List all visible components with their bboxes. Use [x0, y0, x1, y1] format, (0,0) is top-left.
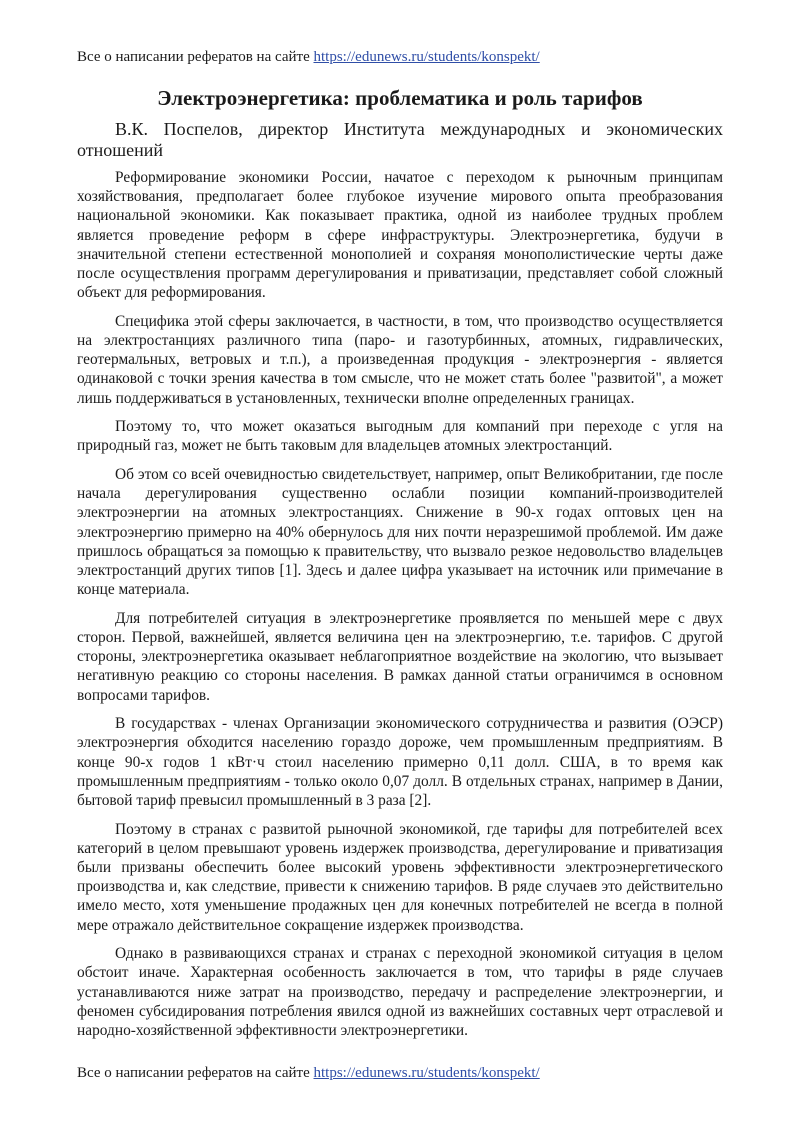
page-footer — [77, 1064, 540, 1082]
paragraph: Поэтому в странах с развитой рыночной экономикой, где тарифы для потребителей всех категорий в целом превышают уровень издержек производства, дерегулирование и приватизация были призваны обеспечить более высокий уровень эффективности электроэнергетического производства и, как следствие, привести к снижению тарифов. В ряде случаев это действительно имело место, хотя уменьшение продажных цен для конечных потребителей не всегда в полной мере отражало действительное сокращение издержек производства. — [77, 820, 723, 934]
footer-text: Все о написании рефератов на сайте — [77, 1065, 314, 1081]
paragraph: В государствах - членах Организации экономического сотрудничества и развития (ОЭСР) электроэнергия обходится населению гораздо дороже, чем промышленным предприятиям. В конце 90-х годов 1 кВт·ч стоил населению примерно 0,11 долл. США, в то время как промышленным предприятиям - только около 0,07 долл. В отдельных странах, например в Дании, бытовой тариф превысил промышленный в 3 раза [2]. — [77, 715, 723, 810]
paragraph: Поэтому то, что может оказаться выгодным для компаний при переходе с угля на природный газ, может не быть таковым для владельцев атомных электростанций. — [77, 418, 723, 455]
paragraph: Об этом со всей очевидностью свидетельствует, например, опыт Великобритании, где после начала дерегулирования существенно ослабли позиции компаний-производителей электроэнергии на атомных электростанциях. Снижение в 90-х годах оптовых цен на электроэнергию примерно на 40% обернулось для них почти неразрешимой проблемой. Им даже пришлось обращаться за помощью к правительству, что вызвало резкое недовольство владельцев электростанций других типов [1]. Здесь и далее цифра указывает на источник или примечание в конце материала. — [77, 466, 723, 599]
header-text: Все о написании рефератов на сайте — [77, 49, 314, 65]
article-body — [77, 168, 723, 1050]
page-header — [77, 48, 540, 66]
footer-link[interactable]: https://edunews.ru/students/konspekt/ — [313, 1065, 540, 1081]
paragraph: Для потребителей ситуация в электроэнергетике проявляется по меньшей мере с двух сторон. Первой, важнейшей, является величина цен на электроэнергию, т.е. тарифов. С другой стороны, электроэнергетика оказывает неблагоприятное воздействие на экологию, что вызывает негативную реакцию со стороны населения. В рамках данной статьи ограничимся в основном вопросами тарифов. — [77, 609, 723, 704]
header-link[interactable]: https://edunews.ru/students/konspekt/ — [313, 49, 540, 65]
author-line: В.К. Поспелов, директор Института международных и экономических отношений — [77, 119, 723, 160]
paragraph: Реформирование экономики России, начатое с переходом к рыночным принципам хозяйствования, предполагает более глубокое изучение мирового опыта преобразования национальной экономики. Как показывает практика, одной из наиболее трудных проблем является проведение реформ в сфере инфраструктуры. Электроэнергетика, будучи в значительной степени естественной монополией и сохраняя монополистические черты даже после осуществления программ дерегулирования и приватизации, представляет собой сложный объект для реформирования. — [77, 169, 723, 302]
document-title: Электроэнергетика: проблематика и роль тарифов — [157, 86, 643, 110]
paragraph: Однако в развивающихся странах и странах с переходной экономикой ситуация в целом обстоит иначе. Характерная особенность заключается в том, что тарифы в ряде случаев устанавливаются ниже затрат на производство, передачу и распределение электроэнергии, и феномен субсидирования потребления явился одной из важнейших составных черт отраслевой и народно-хозяйственной эффективности электроэнергетики. — [77, 945, 723, 1040]
paragraph: Специфика этой сферы заключается, в частности, в том, что производство осуществляется на электростанциях различного типа (паро- и газотурбинных, атомных, гидравлических, геотермальных, ветровых и т.п.), а произведенная продукция - электроэнергия - является одинаковой с точки зрения качества в том смысле, что не может стать более "развитой", а может лишь поддерживаться в установленных, технически вполне определенных границах. — [77, 312, 723, 407]
